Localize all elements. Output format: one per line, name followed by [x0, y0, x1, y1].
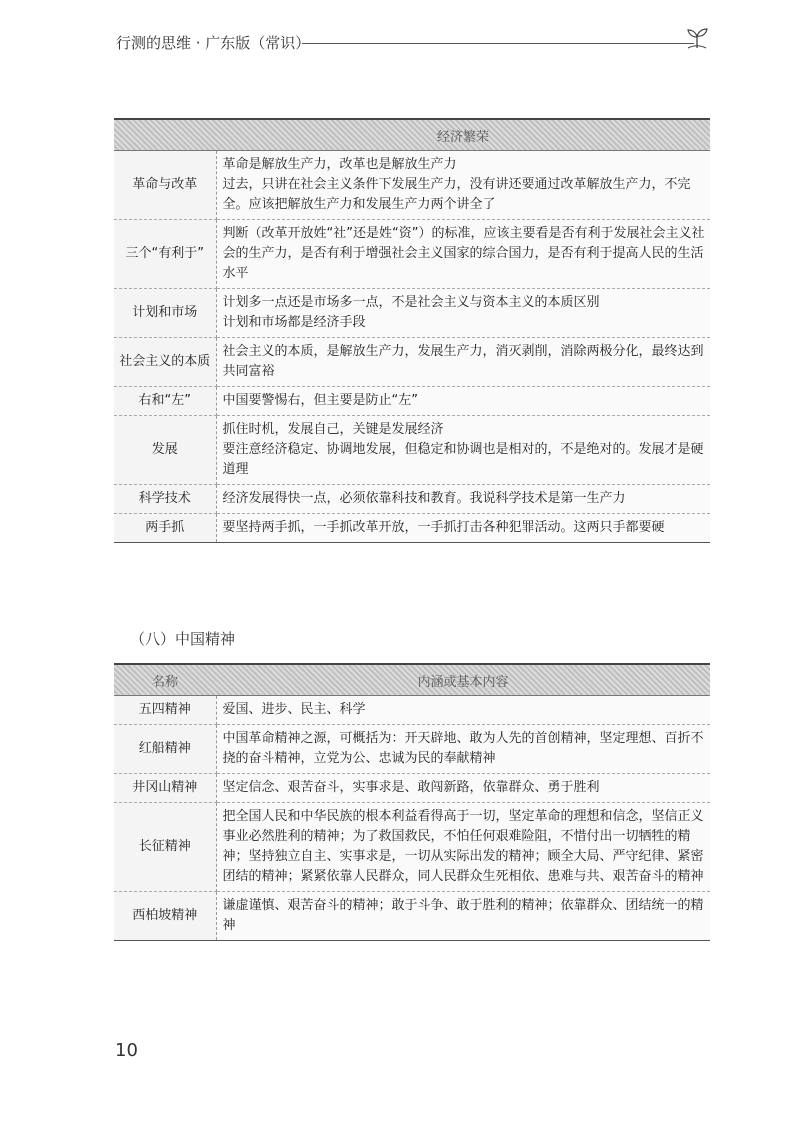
content-line: 谦虚谨慎、艰苦奋斗的精神；敢于斗争、敢于胜利的精神；依靠群众、团结统一的精神: [222, 898, 704, 933]
content-line: 要注意经济稳定、协调地发展，但稳定和协调也是相对的，不是绝对的。发展才是硬道理: [222, 442, 704, 477]
row-name: 计划和市场: [114, 289, 216, 338]
table-header-row: [114, 119, 710, 151]
table-row: [114, 696, 710, 725]
sprout-icon: [686, 26, 708, 50]
table-row: [114, 338, 710, 387]
row-content: [216, 514, 710, 543]
table-row: [114, 514, 710, 543]
table-row: [114, 774, 710, 803]
page-number: 10: [115, 1040, 138, 1061]
table-header-cell: 内涵或基本内容: [216, 664, 710, 696]
table-header-row: [114, 664, 710, 696]
content-line: 坚定信念、艰苦奋斗，实事求是、敢闯新路，依靠群众、勇于胜利: [222, 780, 600, 795]
row-content: [216, 485, 710, 514]
row-content: [216, 416, 710, 485]
table-row: [114, 387, 710, 416]
chinese-spirit-table: [114, 663, 710, 941]
row-content: [216, 803, 710, 892]
row-name: 右和“左”: [114, 387, 216, 416]
table-row: [114, 151, 710, 220]
row-content: [216, 289, 710, 338]
content-line: 判断（改革开放姓“社”还是姓“资”）的标准，应该主要看是否有利于发展社会主义社会的生产力，是否有利于增强社会主义国家的综合国力，是否有利于提高人民的生活水平: [222, 226, 705, 281]
row-name: 西柏坡精神: [114, 892, 216, 941]
table-row: [114, 485, 710, 514]
table-header-cell: 经济繁荣: [216, 119, 710, 151]
row-name: 两手抓: [114, 514, 216, 543]
row-name: 五四精神: [114, 696, 216, 725]
content-line: 过去，只讲在社会主义条件下发展生产力，没有讲还要通过改革解放生产力，不完全。应该把解放生产力和发展生产力两个讲全了: [222, 177, 691, 212]
row-name: 社会主义的本质: [114, 338, 216, 387]
table-row: [114, 220, 710, 289]
header-rule: [302, 43, 694, 44]
row-name: 三个“有利于”: [114, 220, 216, 289]
header-title: 行测的思维 · 广东版（常识）: [116, 34, 311, 52]
row-name: 发展: [114, 416, 216, 485]
content-line: 要坚持两手抓，一手抓改革开放，一手抓打击各种犯罪活动。这两只手都要硬: [222, 520, 665, 535]
table-row: [114, 725, 710, 774]
table-row: [114, 892, 710, 941]
table-header-cell: [114, 119, 216, 151]
row-content: [216, 892, 710, 941]
row-content: [216, 338, 710, 387]
row-content: [216, 220, 710, 289]
row-name: 革命与改革: [114, 151, 216, 220]
content-line: 计划多一点还是市场多一点，不是社会主义与资本主义的本质区别: [222, 295, 600, 310]
row-name: 井冈山精神: [114, 774, 216, 803]
row-name: 长征精神: [114, 803, 216, 892]
content-line: 革命是解放生产力，改革也是解放生产力: [222, 157, 457, 172]
table-row: [114, 416, 710, 485]
table-row: [114, 803, 710, 892]
content-line: 把全国人民和中华民族的根本利益看得高于一切，坚定革命的理想和信念，坚信正义事业必然胜利的精神；为了救国救民，不怕任何艰难险阻，不惜付出一切牺牲的精神；坚持独立自主、实事求是，一切从实际出发的精神；顾全大局、严守纪律、紧密团结的精神；紧紧依靠人民群众，同人民群众生死相依、患难与共、艰苦奋斗的精神: [222, 809, 704, 884]
content-line: 爱国、进步、民主、科学: [222, 702, 366, 717]
section-title: （八）中国精神: [130, 630, 236, 648]
row-content: [216, 387, 710, 416]
row-content: [216, 725, 710, 774]
row-content: [216, 151, 710, 220]
content-line: 经济发展得快一点，必须依靠科技和教育。我说科学技术是第一生产力: [222, 491, 626, 506]
economic-prosperity-table: [114, 118, 710, 543]
table-row: [114, 289, 710, 338]
row-content: [216, 696, 710, 725]
content-line: 抓住时机，发展自己，关键是发展经济: [222, 422, 444, 437]
content-line: 中国革命精神之源，可概括为：开天辟地、敢为人先的首创精神，坚定理想、百折不挠的奋斗精神，立党为公、忠诚为民的奉献精神: [222, 731, 704, 766]
content-line: 中国要警惕右，但主要是防止“左”: [222, 393, 418, 408]
content-line: 计划和市场都是经济手段: [222, 315, 366, 330]
content-line: 社会主义的本质，是解放生产力，发展生产力，消灭剥削，消除两极分化，最终达到共同富裕: [222, 344, 704, 379]
page-header: [116, 26, 708, 56]
table-header-cell: 名称: [114, 664, 216, 696]
row-name: 科学技术: [114, 485, 216, 514]
row-content: [216, 774, 710, 803]
row-name: 红船精神: [114, 725, 216, 774]
